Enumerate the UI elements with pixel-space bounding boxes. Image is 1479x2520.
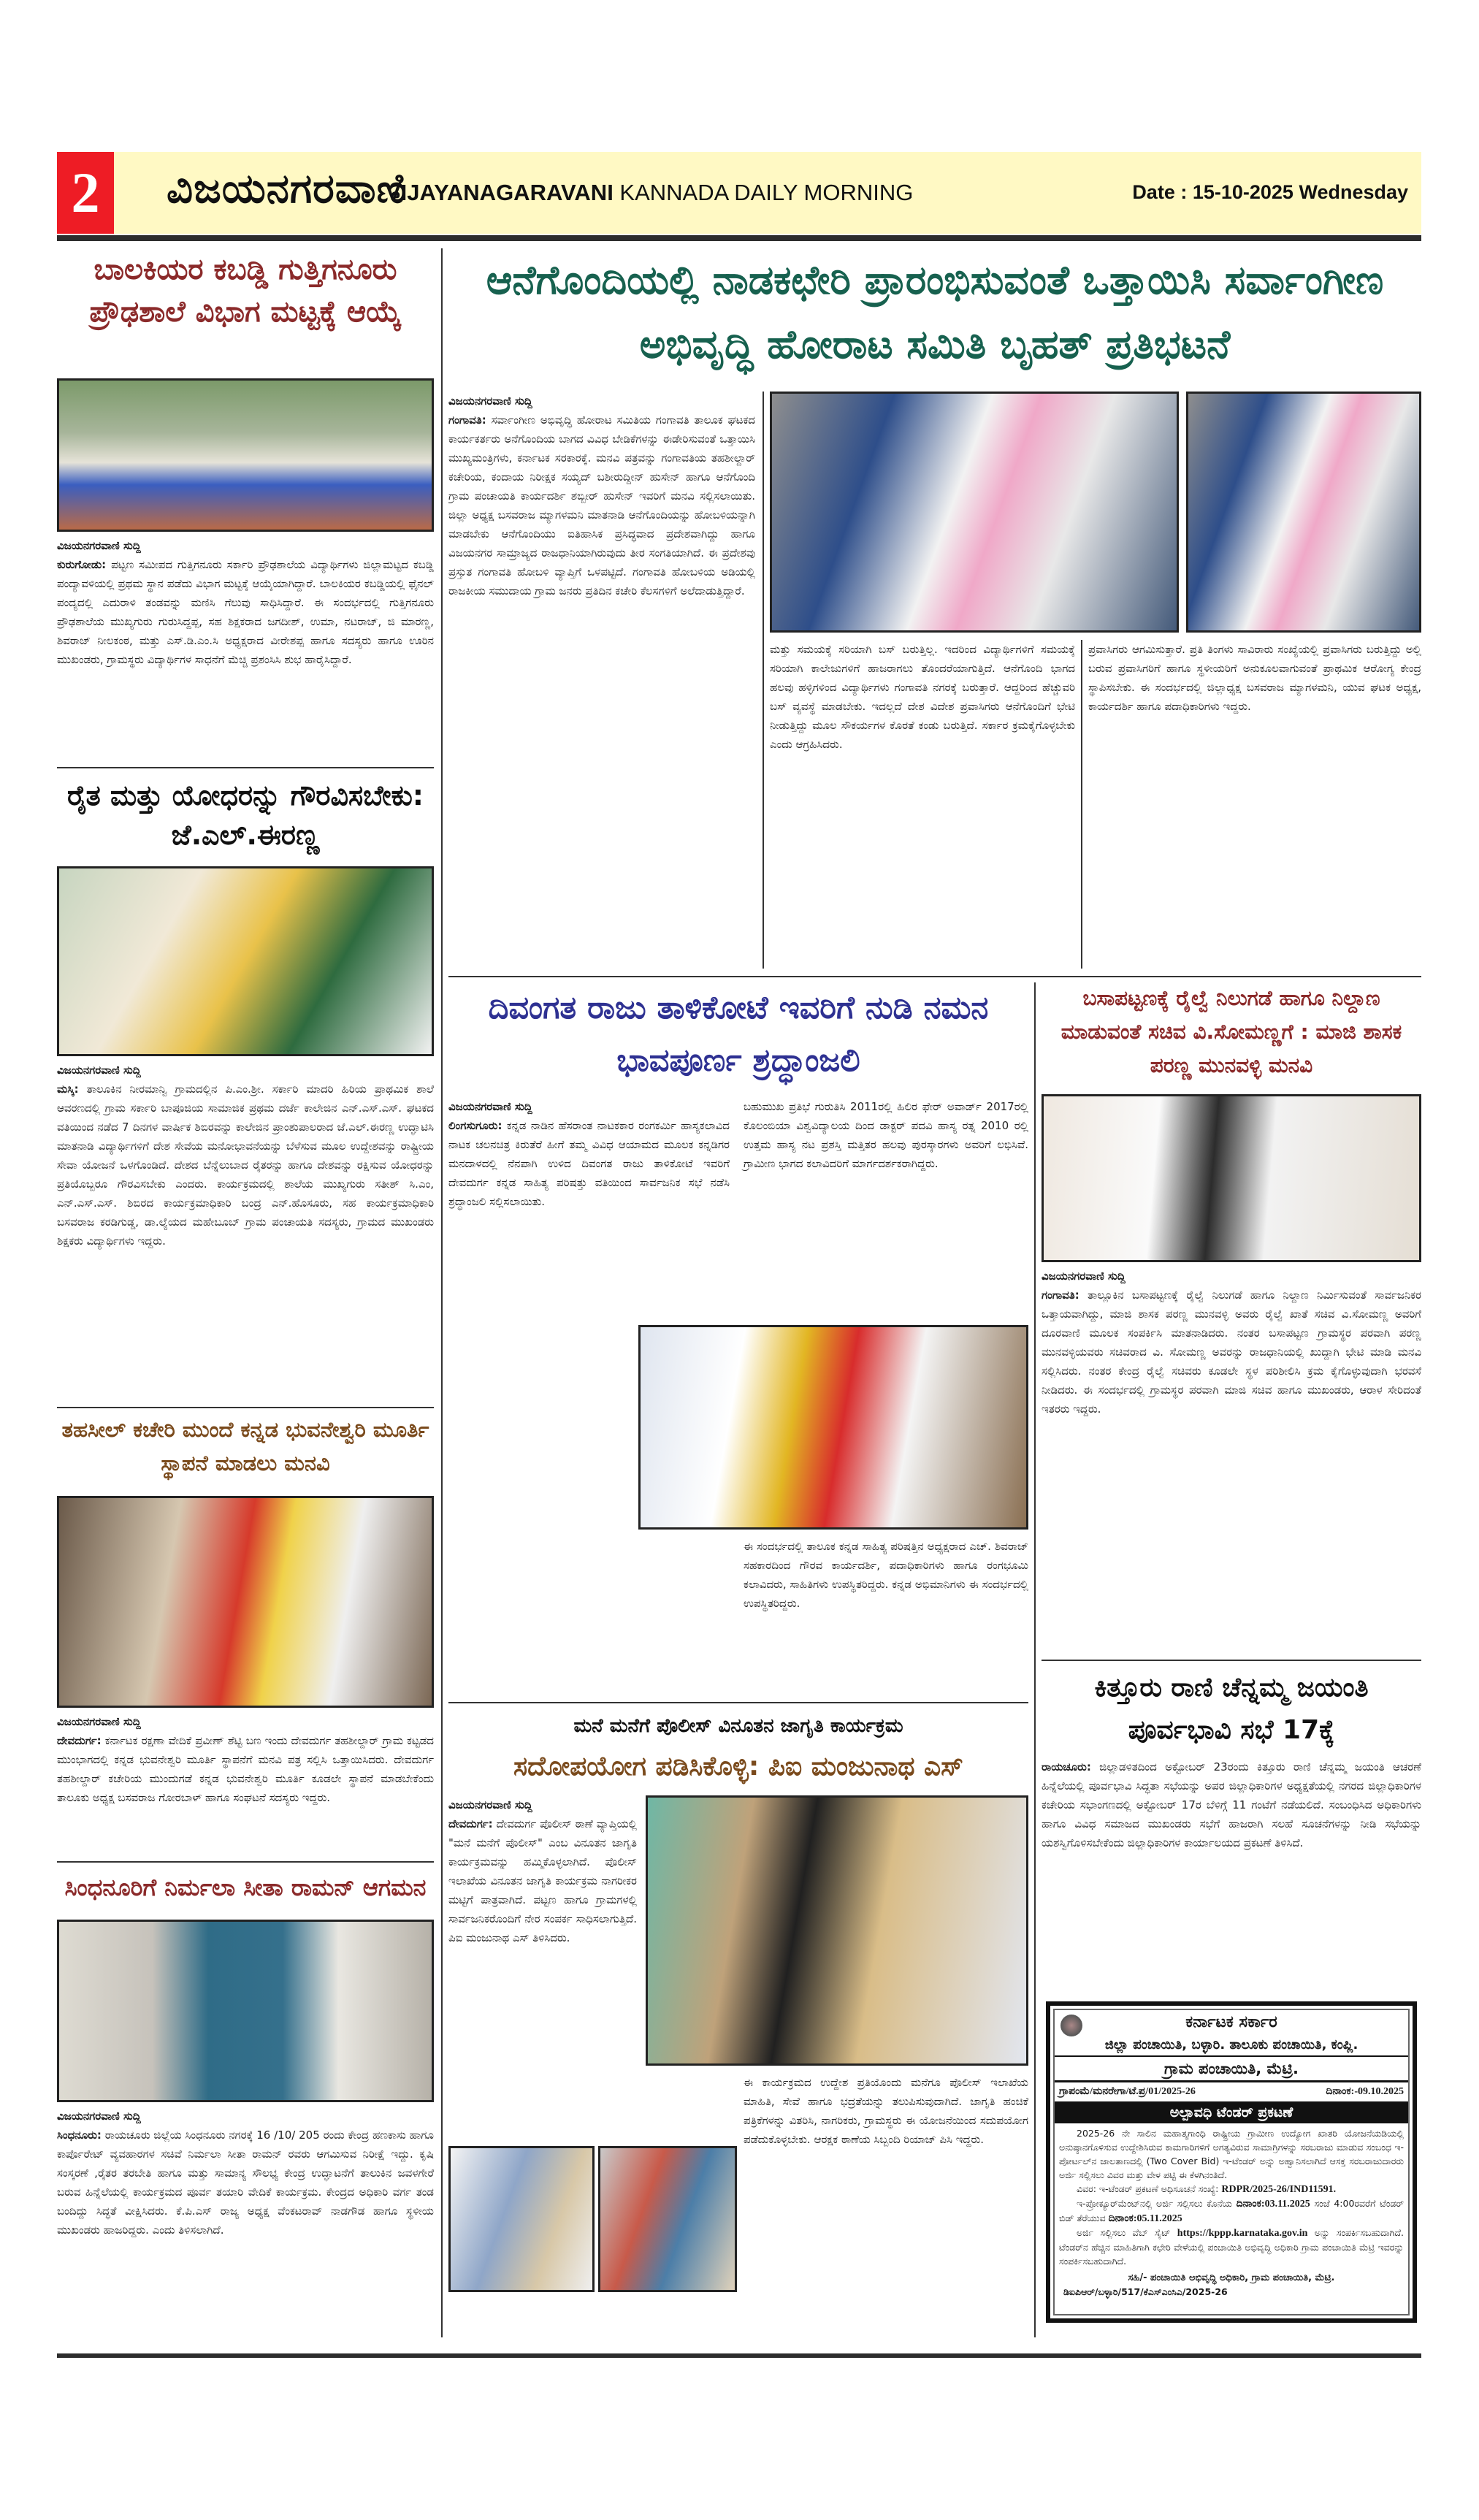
kicker: ಮನೆ ಮನೆಗೆ ಪೊಲೀಸ್ ವಿನೂತನ ಜಾಗೃತಿ ಕಾರ್ಯಕ್ರಮ [573,1715,903,1737]
photo-memorandum [57,1496,434,1708]
article-divider [448,976,1421,977]
dateline: ರಾಯಚೂರು: [1042,1760,1091,1773]
headline: ತಹಸೀಲ್ ಕಚೇರಿ ಮುಂದೆ ಕನ್ನಡ ಭುವನೇಶ್ವರಿ ಮೂರ್ತಿ ಸ್ಥಾಪನೆ ಮಾಡಲು ಮನವಿ [61,1417,429,1475]
byline: ವಿಜಯನಗರವಾಣಿ ಸುದ್ದಿ [1042,1269,1126,1283]
photo-police-home-visit [598,2146,737,2292]
body-text: ರಾಯಚೂರು ಜಿಲ್ಲೆಯ ಸಿಂಧನೂರು ನಗರಕ್ಕೆ 16 /10/ 205 ರಂದು ಕೇಂದ್ರ ಹಣಕಾಸು ಹಾಗೂ ಕಾರ್ಪೊರೇಟ್ ವ್ಯವಹಾರಗಳ ಸಚಿವೆ ನಿರ್ಮಲಾ ಸೀತಾ ರಾಮನ್ ರವರು ಆಗಮಿಸುವ ನಿರೀಕ್ಷೆ ಇದ್ದು. ಕೃಷಿ ಸಂಸ್ಕರಣೆ ,ರೈತರ ತರಬೇತಿ ಹಾಗೂ ಮತ್ತು ಸಾಮಾನ್ಯ ಸೌಲಭ್ಯ ಕೇಂದ್ರ ಉದ್ಘಾಟನೆಗೆ ತಾಲುಕಿನ ಜವಳಗೇರೆ ಬರುವ ಹಿನ್ನೆಲೆಯಲ್ಲಿ ಕಾರ್ಯಕ್ರಮದ ಪೂರ್ವ ತಯಾರಿ ವೇದಿಕೆ ಕಾರ್ಯಕ್ರಮ. ಕೇಂದ್ರದ ಅಧಿಕಾರಿ ವರ್ಗ ತಂಡ ಬಂದಿದ್ದು ಸಿದ್ಧತೆ ವೀಕ್ಷಿಸಿದರು. ಕೆ.ಪಿ.ಎಸ್ ರಾಜ್ಯ ಅಧ್ಯಕ್ಷ ವೆಂಕಟರಾವ್ ನಾಡಗೌಡ ಹಾಗೂ ಸ್ಥಳೀಯ ಮುಖಂಡರು ಹಾಜರಿದ್ದರು. ಎಂದು ತಿಳಿಸಲಾಗಿದೆ. [57,2128,434,2237]
article-body-col2: ಮತ್ತು ಸಮಯಕ್ಕೆ ಸರಿಯಾಗಿ ಬಸ್ ಬರುತ್ತಿಲ್ಲ. ಇದರಿಂದ ವಿದ್ಯಾರ್ಥಿಗಳಿಗೆ ಸಮಯಕ್ಕೆ ಸರಿಯಾಗಿ ಕಾಲೇಜುಗಳಿಗೆ ಹಾಜರಾಗಲು ತೊಂದರೆಯಾಗುತ್ತಿದೆ. ಆನೆಗೊಂದಿ ಭಾಗದ ಹಲವು ಹಳ್ಳಿಗಳಿಂದ ವಿದ್ಯಾರ್ಥಿಗಳು ಗಂಗಾವತಿ ನಗರಕ್ಕೆ ಬರುತ್ತಾರೆ. ಆದ್ದರಿಂದ ಹೆಚ್ಚುವರಿ ಬಸ್ ವ್ಯವಸ್ಥೆ ಮಾಡಬೇಕು. ಇದಲ್ಲದೆ ದೇಶ ವಿದೇಶ ಪ್ರವಾಸಿಗರು ಆನೆಗೊಂದಿಗೆ ಭೇಟಿ ನೀಡುತ್ತಿದ್ದು ಮೂಲ ಸೌಕರ್ಯಗಳ ಕೊರತೆ ಕಂಡು ಬರುತ್ತಿದೆ. ಸರ್ಕಾರ ಕ್ರಮಕೈಗೊಳ್ಳಬೇಕು ಎಂದು ಆಗ್ರಹಿಸಿದರು. [770,643,1075,751]
article-divider [1042,1660,1421,1661]
article-body [57,2126,434,2240]
dateline: ಕುರುಗೋಡು: [57,558,107,571]
dateline: ಗಂಗಾವತಿ: [448,413,486,427]
ad-open-date: ದಿನಾಂಕ:05.11.2025 [1108,2213,1182,2224]
article-tribute [448,982,1028,1694]
article-somanna [1042,982,1421,1635]
body-text: ಕರ್ನಾಟಕ ರಕ್ಷಣಾ ವೇದಿಕೆ ಪ್ರವೀಣ್ ಶೆಟ್ಟಿ ಬಣ ಇಂದು ದೇವದುರ್ಗ ತಹಶೀಲ್ದಾರ್ ಗ್ರಾಮ ಕಟ್ಟಡದ ಮುಂಭಾಗದಲ್ಲಿ ಕನ್ನಡ ಭುವನೇಶ್ವರಿ ಮೂರ್ತಿ ಸ್ಥಾಪನೆಗೆ ಮನವಿ ಪತ್ರ ಸಲ್ಲಿಸಿ ಒತ್ತಾಯಿಸಿದರು. ದೇವದುರ್ಗ ತಹಶೀಲ್ದಾರ್ ಕಚೇರಿಯ ಮುಂದುಗಡೆ ಕನ್ನಡ ಭುವನೇಶ್ವರಿ ಮೂರ್ತಿ ಕೂಡಲೇ ಸ್ಥಾಪನೆ ಮಾಡಬೇಕೆಂದು ತಾಲೂಕು ಅಧ್ಯಕ್ಷ ಬಸವರಾಜ ಗೋರಬಾಳ್ ಹಾಗೂ ಸಂಘಟನೆ ಸದಸ್ಯರು ಇದ್ದರು. [57,1734,434,1804]
issue-date: Date : 15-10-2025 Wednesday [1132,181,1408,203]
body-text: ಸರ್ವಾಂಗೀಣ ಅಭಿವೃದ್ಧಿ ಹೋರಾಟ ಸಮಿತಿಯ ಗಂಗಾವತಿ ತಾಲೂಕ ಘಟಕದ ಕಾರ್ಯಕರ್ತರು ಅನೆಗೊಂದಿಯ ಬಾಗದ ವಿವಿಧ ಬೇಡಿಕೆಗಳನ್ನು ಈಡೇರಿಸುವಂತೆ ಒತ್ತಾಯಿಸಿ ಮುಖ್ಯಮಂತ್ರಿಗಳು, ಕರ್ನಾಟಕ ಸರಕಾರಕ್ಕೆ. ಮನವಿ ಪತ್ರವನ್ನು ಗಂಗಾವತಿಯ ತಹಶೀಲ್ದಾರ್ ಕಚೇರಿಯ, ಕಂದಾಯ ನಿರೀಕ್ಷಕ ಸಯ್ಯದ್ ಬಶೀರುದ್ದೀನ್ ಹುಸೇನ್ ಹಾಗೂ ಆನೆಗೊಂದಿ ಗ್ರಾಮ ಪಂಚಾಯತಿ ಕಾರ್ಯದರ್ಶಿ ಶಬ್ಬೀರ್ ಹುಸೇನ್ ಇವರಿಗೆ ಮನವಿ ಸಲ್ಲಿಸಲಾಯಿತು. ಜಿಲ್ಲಾ ಅಧ್ಯಕ್ಷ ಬಸವರಾಜ ಮ್ಯಾಗಳಮನಿ ಮಾತನಾಡಿ ಆನೆಗೊಂದಿಯನ್ನು ಹೋಬಳಿಯನ್ನಾಗಿ ಮಾಡಬೇಕು ಆನೆಗೊಂದಿಯು ಐತಿಹಾಸಿಕ ಪ್ರಸಿದ್ಧವಾದ ಪ್ರದೇಶವಾಗಿದ್ದು ಹಾಗೂ ವಿಜಯನಗರ ಸಾಮ್ರಾಜ್ಯದ ರಾಜಧಾನಿಯಾಗಿರುವುದು ತೀರ ಸಂಗತಿಯಾಗಿದೆ. ಈ ಪ್ರದೇಶವು ಪ್ರಸ್ತುತ ಗಂಗಾವತಿ ಹೋಬಳಿ ವ್ಯಾಪ್ತಿಗೆ ಒಳಪಟ್ಟಿದೆ. ಗಂಗಾವತಿ ಹೋಬಳಿಯ ಅಡಿಯಲ್ಲಿ ರಾಜಕೀಯ ಸಮುದಾಯ ಗ್ರಾಮ ಜನರು ಪ್ರತಿದಿನ ಕಚೇರಿ ಕೆಲಸಗಳಿಗೆ ಅಲೆದಾಡುತ್ತಿದ್ದಾರೆ. [448,413,755,597]
title-rest: KANNADA DAILY MORNING [613,180,914,205]
ad-district: ಜಿಲ್ಲಾ ಪಂಚಾಯಿತಿ, ಬಳ್ಳಾರಿ. ತಾಲೂಕು ಪಂಚಾಯಿತಿ, ಕಂಪ್ಲಿ. [1055,2035,1408,2057]
dateline: ಗಂಗಾವತಿ: [1042,1288,1079,1302]
photo-protest-banner [1186,392,1421,633]
article-body-col3: ಈ ಸಂದರ್ಭದಲ್ಲಿ ತಾಲೂಕ ಕನ್ನಡ ಸಾಹಿತ್ಯ ಪರಿಷತ್ತಿನ ಅಧ್ಯಕ್ಷರಾದ ಎಚ್. ಶಿವರಾಜ್ ಸಹಕಾರದಿಂದ ಗೌರವ ಕಾರ್ಯದರ್ಶಿ, ಪದಾಧಿಕಾರಿಗಳು ಹಾಗೂ ರಂಗಭೂಮಿ ಕಲಾವಿದರು, ಸಾಹಿತಿಗಳು ಉಪಸ್ಥಿತರಿದ್ದರು. ಕನ್ನಡ ಅಭಿಮಾನಿಗಳು ಈ ಸಂದರ್ಭದಲ್ಲಿ ಉಪಸ್ಥಿತರಿದ್ದರು. [744,1540,1028,1610]
ad-gram-panchayat: ಗ್ರಾಮ ಪಂಚಾಯಿತಿ, ಮೆಟ್ರಿ. [1055,2057,1408,2082]
article-police [448,1708,1028,2343]
ad-para-1: 2025-26 ನೇ ಸಾಲಿನ ಮಹಾತ್ಮಗಾಂಧಿ ರಾಷ್ಟ್ರೀಯ ಗ್ರಾಮೀಣ ಉದ್ಯೋಗ ಖಾತರಿ ಯೋಜನೆಯಡಿಯಲ್ಲಿ ಅನುಷ್ಠಾನಗೊಳಿಸುವ ಉದ್ದೇಶಿಸಿರುವ ಕಾಮಗಾರಿಗಳಿಗೆ ಅಗತ್ಯವಿರುವ ಸಾಮಾಗ್ರಿಗಳನ್ನು ಸರಬರಾಜು ಮಾಡುವ ಸಂಬಂಧ ಇ-ಪೋರ್ಟಲ್‌ನ ಜಾಲತಾಣದಲ್ಲಿ (Two Cover Bid) ಇ-ಟೆಂಡರ್ ಅನ್ನು ಅಹ್ವಾನಿಸಲಾಗಿದೆ ಆಸಕ್ತ ಸರಬರಾಜುದಾರರು ಅರ್ಜಿ ಸಲ್ಲಿಸಲು ವಿವರ ಮತ್ತು ವೇಳ ಪಟ್ಟಿ ಈ ಕೆಳಗಿನಂತಿದೆ. [1059,2128,1404,2180]
headline: ಬಸಾಪಟ್ಟಣಕ್ಕೆ ರೈಲ್ವೆ ನಿಲುಗಡೆ ಹಾಗೂ ನಿಲ್ದಾಣ ಮಾಡುವಂತೆ ಸಚಿವ ವಿ.ಸೋಮಣ್ಣಗೆ : ಮಾಜಿ ಶಾಸಕ ಪರಣ್ಣ ಮುನವಳ್ಳಿ ಮನವಿ [1060,986,1402,1077]
headline: ದಿವಂಗತ ರಾಜು ತಾಳಿಕೋಟೆ ಇವರಿಗೆ ನುಡಿ ನಮನ ಭಾವಪೂರ್ಣ ಶ್ರದ್ಧಾಂಜಲಿ [488,990,989,1079]
article-body-col3: ಪ್ರವಾಸಿಗರು ಆಗಮಿಸುತ್ತಾರೆ. ಪ್ರತಿ ತಿಂಗಳು ಸಾವಿರಾರು ಸಂಖ್ಯೆಯಲ್ಲಿ ಪ್ರವಾಸಿಗರು ಬರುತ್ತಿದ್ದು ಅಲ್ಲಿ ಬರುವ ಪ್ರವಾಸಿಗರಿಗೆ ಹಾಗೂ ಸ್ಥಳೀಯರಿಗೆ ಅನುಕೂಲವಾಗುವಂತೆ ಪ್ರಾಥಮಿಕ ಆರೋಗ್ಯ ಕೇಂದ್ರ ಸ್ಥಾಪಿಸಬೇಕು. ಈ ಸಂದರ್ಭದಲ್ಲಿ ಜಿಲ್ಲಾಧ್ಯಕ್ಷ ಬಸವರಾಜ ಮ್ಯಾಗಳಮನಿ, ಯುವ ಘಟಕ ಅಧ್ಯಕ್ಷ, ಕಾರ್ಯದರ್ಶಿ ಹಾಗೂ ಪದಾಧಿಕಾರಿಗಳು ಇದ್ದರು. [1088,643,1421,713]
karnataka-emblem-icon [1060,2015,1082,2036]
article-divider [57,767,434,768]
byline: ವಿಜಯನಗರವಾಣಿ ಸುದ್ದಿ [57,539,141,552]
headline: ಬಾಲಕಿಯರ ಕಬಡ್ಡಿ ಗುತ್ತಿಗನೂರು ಪ್ರೌಢಶಾಲೆ ವಿಭಾಗ ಮಟ್ಟಕ್ಕೆ ಆಯ್ಕೆ [89,253,402,329]
article-body-col2: ಈ ಕಾರ್ಯಕ್ರಮದ ಉದ್ದೇಶ ಪ್ರತಿಯೊಂದು ಮನೆಗೂ ಪೊಲೀಸ್ ಇಲಾಖೆಯ ಮಾಹಿತಿ, ಸೇವೆ ಹಾಗೂ ಭದ್ರತೆಯನ್ನು ತಲುಪಿಸುವುದಾಗಿದೆ. ಜಾಗೃತಿ ಹಂಚಿಕೆ ಪತ್ರಿಕೆಗಳನ್ನು ವಿತರಿಸಿ, ನಾಗರಿಕರು, ಗ್ರಾಮಸ್ಥರು ಈ ಯೋಜನೆಯಿಂದ ಸದುಪಯೋಗ ಪಡೆದುಕೊಳ್ಳಬೇಕು. ಆರಕ್ಷಕ ಠಾಣೆಯ ಸಿಬ್ಬಂದಿ ರಿಯಾಜ್ ಪಿಸಿ ಇದ್ದರು. [744,2076,1028,2146]
article-sindhanur [57,1867,434,2342]
article-body [1042,1757,1421,1852]
ad-reference: ಗ್ರಾಪಂಮೆ/ಮನರೇಗಾ/ಟೆ.ಪ್ರ/01/2025-26 [1059,2086,1196,2097]
headline: ಆನೆಗೊಂದಿಯಲ್ಲಿ ನಾಡಕಛೇರಿ ಪ್ರಾರಂಭಿಸುವಂತೆ ಒತ್ತಾಯಿಸಿ ಸರ್ವಾಂಗೀಣ ಅಭಿವೃದ್ಧಿ ಹೋರಾಟ ಸಮಿತಿ ಬೃಹತ್ ಪ್ರತಿಭಟನೆ [486,257,1384,367]
newspaper-title-english [386,180,913,206]
dateline: ಸಿಂಧನೂರು: [57,2128,102,2142]
byline: ವಿಜಯನಗರವಾಣಿ ಸುದ್ದಿ [57,1715,141,1728]
column-divider [1034,982,1036,2337]
article-kittur [1042,1667,1421,1988]
dateline: ಲಿಂಗಸುಗೂರು: [448,1119,502,1132]
ad-para-4 [1059,2226,1404,2268]
photo-minister-meeting [1042,1094,1421,1262]
ad-dipr-code: ಡಿಐಪಿಆರ್/ಬಳ್ಳಾರಿ/517/ಕೆಎಸ್ಎಂಸಿಎ/2025-26 [1063,2286,1228,2297]
byline: ವಿಜಯನಗರವಾಣಿ ಸುದ್ದಿ [57,1064,141,1077]
photo-police-citizen [448,2146,595,2292]
ad-government: ಕರ್ನಾಟಕ ಸರ್ಕಾರ [1185,2013,1277,2031]
photo-nss-camp [57,866,434,1056]
byline: ವಿಜಯನಗರವಾಣಿ ಸುದ್ದಿ [448,1100,532,1113]
ad-notification-label: ವಿವರ: ಇ-ಟೆಂಡರ್ ಪ್ರಕಟಣೆ ಅಧಿಸೂಚನೆ ಸಂಖ್ಯೆ: [1077,2183,1219,2194]
ad-website-label: ಅರ್ಜಿ ಸಲ್ಲಿಸಲು ವೆಬ್ ಸೈಟ್ [1077,2227,1171,2238]
article-body-col1 [448,1116,730,1211]
ad-para-3 [1059,2196,1404,2226]
column-divider [1081,640,1082,969]
title-bold: VIJAYANAGARAVANI [386,180,614,205]
article-body [57,1731,434,1807]
article-body-col1 [448,1814,637,1947]
column-divider [441,248,443,2337]
ad-signature: ಸಹಿ/- ಪಂಚಾಯಿತಿ ಅಭಿವೃದ್ಧಿ ಅಧಿಕಾರಿ, ಗ್ರಾಮ ಪಂಚಾಯಿತಿ, ಮೆಟ್ರಿ. [1128,2272,1335,2283]
photo-venue-officials [57,1920,434,2102]
article-body [57,555,434,669]
body-text: ತಾಲ್ಲೂಕಿನ ಬಸಾಪಟ್ಟಣಕ್ಕೆ ರೈಲ್ವೆ ನಿಲುಗಡೆ ಹಾಗೂ ನಿಲ್ದಾಣ ನಿರ್ಮಿಸುವಂತೆ ಸಾರ್ವಜನಿಕರ ಒತ್ತಾಯವಾಗಿದ್ದು, ಮಾಜಿ ಶಾಸಕ ಪರಣ್ಣ ಮುನವಳ್ಳಿ ಅವರು ರೈಲ್ವೆ ಖಾತೆ ಸಚಿವ ವಿ.ಸೋಮಣ್ಣ ಅವರಿಗೆ ದೂರವಾಣಿ ಮೂಲಕ ಸಂಪರ್ಕಿಸಿ ಮಾತನಾಡಿದರು. ನಂತರ ಬಸಾಪಟ್ಟಣ ಗ್ರಾಮಸ್ಥರ ಪರವಾಗಿ ಪರಣ್ಣ ಮುನವಳ್ಳಿಯವರು ಸಚಿವರಾದ ವಿ. ಸೋಮಣ್ಣ ಅವರನ್ನು ರಾಜಧಾನಿಯಲ್ಲಿ ಖುದ್ದಾಗಿ ಭೇಟಿ ಮಾಡಿ ಮನವಿ ಸಲ್ಲಿಸಿದರು. ನಂತರ ಕೇಂದ್ರ ರೈಲ್ವೆ ಸಚಿವರು ಕೂಡಲೇ ಸ್ಥಳ ಪರಿಶೀಲಿಸಿ ಕ್ರಮ ಕೈಗೊಳ್ಳುವುದಾಗಿ ಭರವಸೆ ನೀಡಿದರು. ಈ ಸಂದರ್ಭದಲ್ಲಿ ಗ್ರಾಮಸ್ಥರ ಪರವಾಗಿ ಮಾಜಿ ಸಚಿವ ಹಾಗೂ ಮುಖಂಡರು, ಆರಾಳ ಸೇರಿದಂತೆ ಇತರರು ಇದ್ದರು. [1042,1288,1421,1416]
photo-kabaddi-team [57,378,434,532]
byline: ವಿಜಯನಗರವಾಣಿ ಸುದ್ದಿ [57,2109,141,2123]
body-text: ಜಿಲ್ಲಾಡಳಿತದಿಂದ ಅಕ್ಟೋಬರ್ 23ರಂದು ಕಿತ್ತೂರು ರಾಣಿ ಚೆನ್ನಮ್ಮ ಜಯಂತಿ ಆಚರಣೆ ಹಿನ್ನೆಲೆಯಲ್ಲಿ ಪೂರ್ವಭಾವಿ ಸಿದ್ಧತಾ ಸಭೆಯನ್ನು ಅಪರ ಜಿಲ್ಲಾಧಿಕಾರಿಗಳ ಅಧ್ಯಕ್ಷತೆಯಲ್ಲಿ ನಗರದ ಜಿಲ್ಲಾಧಿಕಾರಿಗಳ ಕಚೇರಿಯ ಸಭಾಂಗಣದಲ್ಲಿ ಅಕ್ಟೋಬರ್ 17ರ ಬೆಳಿಗ್ಗೆ 11 ಗಂಟೆಗೆ ನಡೆಯಲಿದೆ. ಸಂಬಂಧಿಸಿದ ಅಧಿಕಾರಿಗಳು ಹಾಗೂ ವಿವಿಧ ಸಮಾಜದ ಮುಖಂಡರು ಸಭೆಗೆ ಹಾಜರಾಗಿ ಸಲಹೆ ಸೂಚನೆಗಳನ್ನು ನೀಡಿ ಸಭೆಯನ್ನು ಯಶಸ್ವಿಗೊಳಿಸಬೇಕೆಂದು ಜಿಲ್ಲಾಧಿಕಾರಿಗಳ ಕಾರ್ಯಾಲಯದ ಪ್ರಕಟಣೆ ತಿಳಿಸಿದೆ. [1042,1760,1421,1849]
column-divider [763,392,764,969]
ad-reference-row [1055,2082,1408,2101]
headline: ಸದೋಪಯೋಗ ಪಡಿಸಿಕೊಳ್ಳಿ: ಪಿಐ ಮಂಜುನಾಥ ಎಸ್ [513,1752,963,1782]
article-divider [57,1407,434,1408]
byline: ವಿಜಯನಗರವಾಣಿ ಸುದ್ದಿ [448,1798,532,1811]
headline: ಕಿತ್ತೂರು ರಾಣಿ ಚೆನ್ನಮ್ಮ ಜಯಂತಿ ಪೂರ್ವಭಾವಿ ಸಭೆ 17ಕ್ಕೆ [1094,1673,1369,1745]
ad-date: ದಿನಾಂಕ:-09.10.2025 [1326,2086,1404,2097]
ad-last-date-label: ಇ-ಪ್ರೋಕ್ಯೂರ್‌ಮೆಂಟ್‌ನಲ್ಲಿ ಅರ್ಜಿ ಸಲ್ಲಿಸಲು ಕೊನೆಯ [1077,2198,1232,2209]
article-farmers [57,776,434,1404]
page-bottom-rule [57,2353,1421,2358]
masthead [57,152,1421,234]
article-kabaddi [57,248,434,760]
article-divider [57,1861,434,1863]
body-text: ಕನ್ನಡ ನಾಡಿನ ಹೆಸರಾಂತ ನಾಟಕಕಾರ ರಂಗಕರ್ಮಿ ಹಾಸ್ಯಕಲಾವಿದ ನಾಟಕ ಚಲನಚಿತ್ರ ಕಿರುತೆರೆ ಹೀಗೆ ತಮ್ಮ ವಿವಿಧ ಆಯಾಮದ ಮೂಲಕ ಕನ್ನಡಿಗರ ಮನದಾಳದಲ್ಲಿ ನೆನಪಾಗಿ ಉಳಿದ ದಿವಂಗತ ರಾಜು ತಾಳಿಕೋಟೆ ಇವರಿಗೆ ದೇವದುರ್ಗ ಕನ್ನಡ ಸಾಹಿತ್ಯ ಪರಿಷತ್ತು ವತಿಯಿಂದ ಸಾರ್ವಜನಿಕ ಸಭೆ ನಡೆಸಿ ಶ್ರದ್ಧಾಂಜಲಿ ಸಲ್ಲಿಸಲಾಯಿತು. [448,1119,730,1208]
ad-last-date: ದಿನಾಂಕ:03.11.2025 [1236,2199,1310,2210]
photo-tribute-gathering [638,1325,1028,1530]
body-text: ದೇವದುರ್ಗ ಪೊಲೀಸ್ ಠಾಣೆ ವ್ಯಾಪ್ತಿಯಲ್ಲಿ "ಮನೆ ಮನೆಗೆ ಪೊಲೀಸ್" ಎಂಬ ವಿನೂತನ ಜಾಗೃತಿ ಕಾರ್ಯಕ್ರಮವನ್ನು ಹಮ್ಮಿಕೊಳ್ಳಲಾಗಿದೆ. ಪೊಲೀಸ್ ಇಲಾಖೆಯ ವಿನೂತನ ಜಾಗೃತಿ ಕಾರ್ಯಕ್ರಮ ನಾಗರೀಕರ ಮಟ್ಟಿಗೆ ಪಾತ್ರವಾಗಿದೆ. ಪಟ್ಟಣ ಹಾಗೂ ಗ್ರಾಮಗಳಲ್ಲಿ ಸಾರ್ವಜನಿಕರೊಂದಿಗೆ ನೇರ ಸಂಪರ್ಕ ಸಾಧಿಸಲಾಗುತ್ತಿದೆ. ಪಿಐ ಮಂಜುನಾಥ ಎಸ್ ತಿಳಿಸಿದರು. [448,1817,637,1944]
newspaper-title-kannada: ವಿಜಯನಗರವಾಣಿ [167,165,407,213]
masthead-rule [57,235,1421,241]
ad-para-2 [1059,2182,1404,2196]
byline: ವಿಜಯನಗರವಾಣಿ ಸುದ್ದಿ [448,394,532,408]
article-body-col1 [448,411,755,600]
ad-contact-text: ಅನ್ನು ಸಂಪರ್ಕಿಸಬಹುದಾಗಿದೆ. ಟೆಂಡರ್‌ನ ಹೆಚ್ಚಿನ ಮಾಹಿತಿಗಾಗಿ ಕಛೇರಿ ವೇಳೆಯಲ್ಲಿ ಪಂಚಾಯಿತಿ ಅಭಿವೃದ್ಧಿ ಅಧಿಕಾರಿ ಗ್ರಾಮ ಪಂಚಾಯಿತಿ ಮೆಟ್ರಿ ಇವರನ್ನು ಸಂಪರ್ಕಿಸಬಹುದಾಗಿದೆ. [1059,2227,1404,2267]
ad-notification-number: RDPR/2025-26/IND11591. [1221,2184,1337,2195]
body-text: ತಾಲೂಕಿನ ನೀರಮಾನ್ವಿ ಗ್ರಾಮದಲ್ಲಿನ ಪಿ.ಎಂ.ಶ್ರೀ. ಸರ್ಕಾರಿ ಮಾದರಿ ಹಿರಿಯ ಪ್ರಾಥಮಿಕ ಶಾಲೆ ಆವರಣದಲ್ಲಿ ಗ್ರಾಮ ಸರ್ಕಾರಿ ಬಾಪೂಜಿಯ ಸಾಮಾಜಿಕ ಪ್ರಥಮ ದರ್ಜೆ ಕಾಲೇಜಿನ ಎನ್.ಎಸ್.ಎಸ್. ಘಟಕದ ವತಿಯಿಂದ ನಡೆದ 7 ದಿನಗಳ ವಾರ್ಷಿಕ ಶಿಬಿರವನ್ನು ಕಾಲೇಜಿನ ಪ್ರಾಂಶುಪಾಲರಾದ ಜೆ.ಎಲ್.ಈರಣ್ಣ ಉದ್ಘಾಟಿಸಿ ಮಾತನಾಡಿ ವಿದ್ಯಾರ್ಥಿಗಳಿಗೆ ದೇಶ ಸೇವೆಯ ಮನೋಭಾವನೆಯನ್ನು ಬೆಳೆಸುವ ಮೂಲ ಉದ್ದೇಶವನ್ನು ರಾಷ್ಟ್ರೀಯ ಸೇವಾ ಯೋಜನೆ ಒಳಗೊಂಡಿದೆ. ದೇಶದ ಬೆನ್ನೆಲುಬಾದ ರೈತರನ್ನು ಹಾಗೂ ದೇಶವನ್ನು ರಕ್ಷಿಸುವ ಯೋಧರನ್ನು ಪ್ರತಿಯೊಬ್ಬರೂ ಗೌರವಿಸಬೇಕು ಎಂದರು. ಕಾರ್ಯಕ್ರಮದಲ್ಲಿ ಶಾಲೆಯ ಮುಖ್ಯಗುರು ಸತೀಶ್ ಸಿ.ಎಂ, ಎನ್.ಎಸ್.ಎಸ್. ಶಿಬಿರದ ಕಾರ್ಯಕ್ರಮಾಧಿಕಾರಿ ಬಂದ್ರ ಎನ್.ಹೊಸೂರು, ಸಹ ಕಾರ್ಯಕ್ರಮಾಧಿಕಾರಿ ಬಸವರಾಜ ಕರಡಿಗುಡ್ಡ, ಡಾ.ಲ್ಯೆಯದ ಮಹೇಬೂಬ್ ಗ್ರಾಮ ಪಂಚಾಯತಿ ಸದಸ್ಯರು, ಗ್ರಾಮದ ಮುಖಂಡರು ಶಿಕ್ಷಕರು ವಿದ್ಯಾರ್ಥಿಗಳು ಇದ್ದರು. [57,1083,434,1248]
dateline: ದೇವದುರ್ಗ: [448,1817,493,1830]
ad-body [1055,2123,1408,2302]
article-body [57,1080,434,1251]
article-body [1042,1286,1421,1419]
article-anegundi [448,248,1421,971]
ad-open-date-label: ಸಂಜೆ 4:00ರವರೆಗೆ ಟೆಂಡರ್ ಬಿಡ್ ತೆರೆಯುವ [1059,2198,1404,2223]
headline: ಸಿಂಧನೂರಿಗೆ ನಿರ್ಮಲಾ ಸೀತಾ ರಾಮನ್ ಆಗಮನ [64,1874,427,1901]
body-text: ಪಟ್ಟಣ ಸಮೀಪದ ಗುತ್ತಿಗನೂರು ಸರ್ಕಾರಿ ಪ್ರೌಢಶಾಲೆಯ ವಿದ್ಯಾರ್ಥಿಗಳು ಜಿಲ್ಲಾಮಟ್ಟದ ಕಬಡ್ಡಿ ಪಂದ್ಯಾವಳಿಯಲ್ಲಿ ಪ್ರಥಮ ಸ್ಥಾನ ಪಡೆದು ವಿಭಾಗ ಮಟ್ಟಕ್ಕೆ ಆಯ್ಕೆಯಾಗಿದ್ದಾರೆ. ಬಾಲಕಿಯರ ಕಬಡ್ಡಿಯಲ್ಲಿ ಫೈನಲ್ ಪಂದ್ಯದಲ್ಲಿ ಎದುರಾಳಿ ತಂಡವನ್ನು ಮಣಿಸಿ ಗೆಲುವು ಸಾಧಿಸಿದ್ದಾರೆ. ಈ ಸಂದರ್ಭದಲ್ಲಿ ಗುತ್ತಿಗನೂರು ಪ್ರೌಢಶಾಲೆಯ ಮುಖ್ಯಗುರು ಗುರುಸಿದ್ದಪ್ಪ, ಸಹ ಶಿಕ್ಷಕರಾದ ಜಗದೀಶ್, ಉಮಾ, ನಟರಾಜ್, ಜಿ ಮಾರಣ್ಣ, ಶಿವರಾಜ್ ನೀಲಕಂಠ, ಮತ್ತು ಎಸ್.ಡಿ.ಎಂ.ಸಿ ಅಧ್ಯಕ್ಷರಾದ ವೀರೇಶಪ್ಪ ಹಾಗೂ ಸದಸ್ಯರು ಹಾಗೂ ಊರಿನ ಮುಖಂಡರು, ಗ್ರಾಮಸ್ಥರು ವಿದ್ಯಾರ್ಥಿಗಳ ಸಾಧನೆಗೆ ಮೆಚ್ಚಿ ಪ್ರಶಂಸಿಸಿ ಶುಭ ಹಾರೈಸಿದ್ದಾರೆ. [57,558,434,666]
dateline: ಮಸ್ಕಿ: [57,1083,79,1096]
photo-protest [770,392,1179,633]
tender-advertisement [1046,2001,1417,2323]
ad-notice-title: ಅಲ್ಪಾವಧಿ ಟೆಂಡರ್ ಪ್ರಕಟಣೆ [1055,2101,1408,2123]
headline: ರೈತ ಮತ್ತು ಯೋಧರನ್ನು ಗೌರವಿಸಬೇಕು: ಜೆ.ಎಲ್.ಈರಣ್ಣ [67,779,424,851]
dateline: ದೇವದುರ್ಗ: [57,1734,102,1747]
article-divider [448,1702,1028,1703]
page-number: 2 [57,152,114,234]
photo-police-officer [646,1795,1028,2066]
ad-website-link[interactable]: https://kppp.karnataka.gov.in [1177,2228,1308,2239]
article-tahsil [57,1413,434,1858]
article-body-col2: ಬಹುಮುಖ ಪ್ರತಿಭೆ ಗುರುತಿಸಿ 2011ರಲ್ಲಿ ಹಿಲಿರ ಫೇರ್ ಅವಾರ್ಡ್ 2017ರಲ್ಲಿ ಕೊಲಂಬಿಯಾ ವಿಶ್ವವಿದ್ಯಾಲಯ ದಿಂದ ಡಾಕ್ಟರ್ ಪದವಿ ಹಾಸ್ಯ ರತ್ನ 2010 ರಲ್ಲಿ ಉತ್ತಮ ಹಾಸ್ಯ ನಟ ಪ್ರಶಸ್ತಿ ಮತ್ತಿತರ ಹಲವು ಪುರಸ್ಕಾರಗಳು ಅವರಿಗೆ ಲಭಿಸಿವೆ. ಗ್ರಾಮೀಣ ಭಾಗದ ಕಲಾವಿದರಿಗೆ ಮಾರ್ಗದರ್ಶಕರಾಗಿದ್ದರು. [744,1100,1028,1170]
